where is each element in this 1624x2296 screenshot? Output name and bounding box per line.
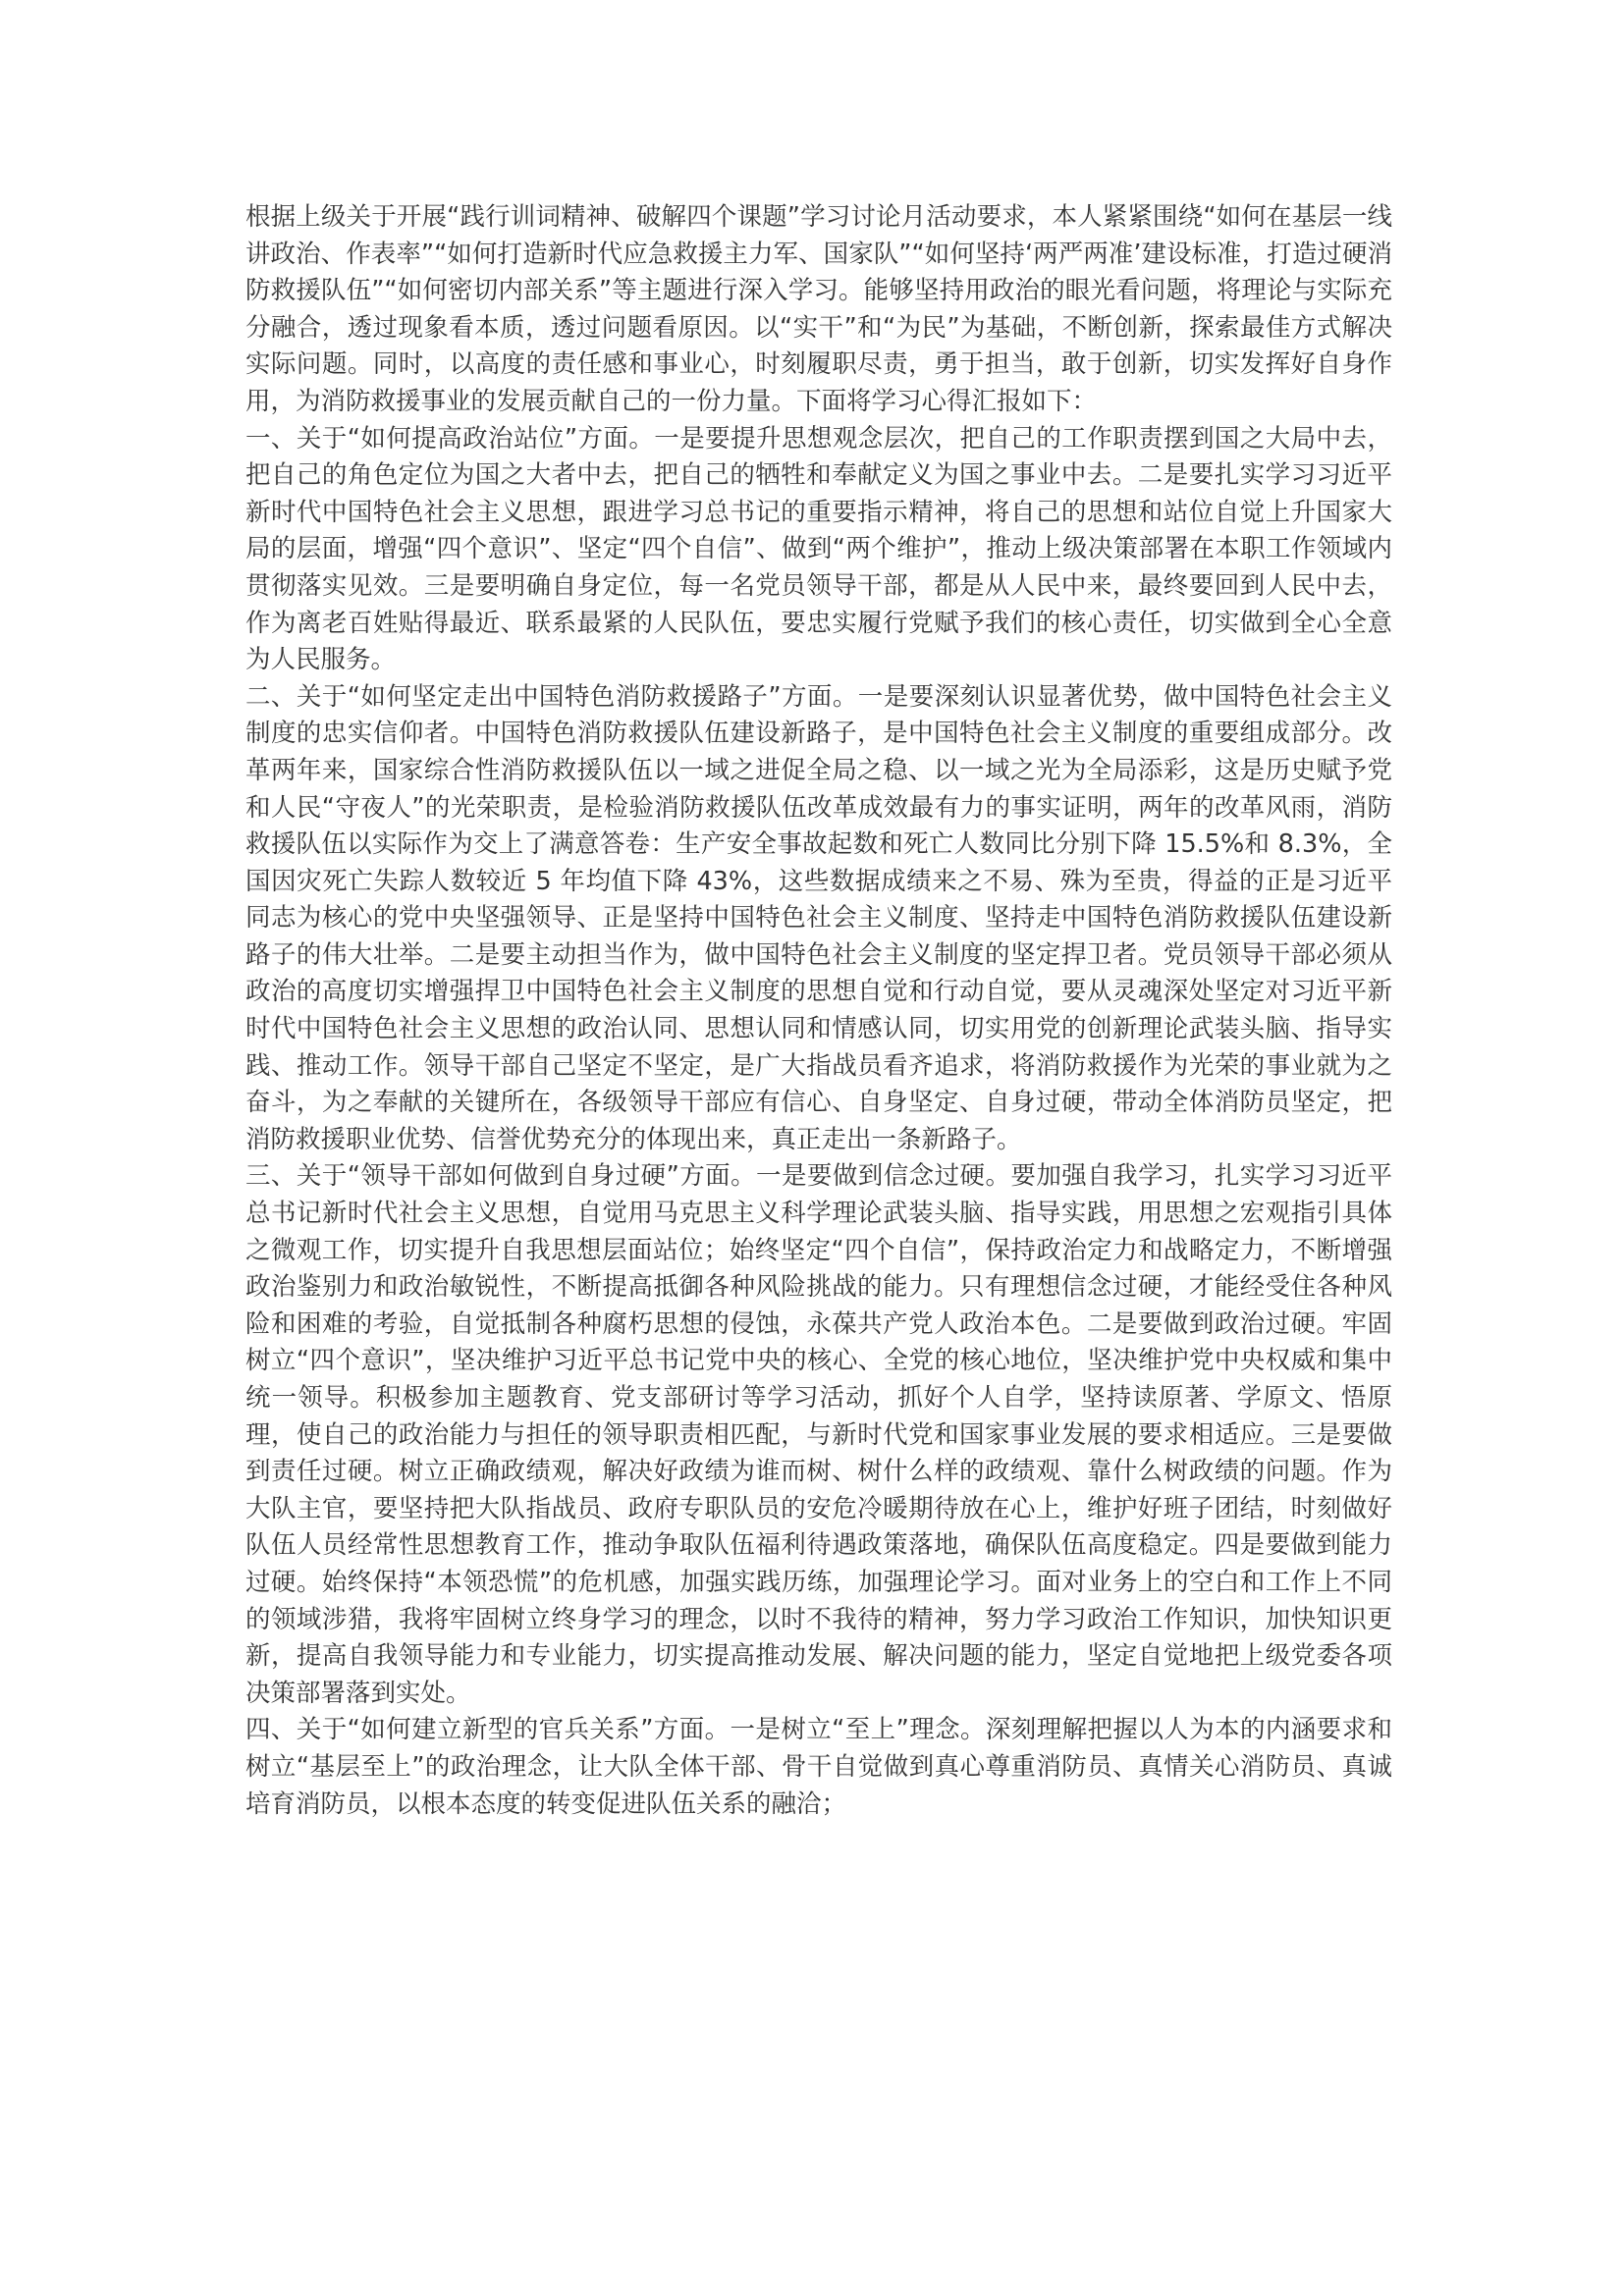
section-2-fire-rescue-path: 二、关于“如何坚定走出中国特色消防救援路子”方面。一是要深刻认识显著优势，做中国特色社会主义制度的忠实信仰者。中国特色消防救援队伍建设新路子，是中国特色社会主义制度的重要组成部分。改革两年来，国家综合性消防救援队伍以一域之进促全局之稳、以一域之光为全局添彩，这是历史赋予党和人民“守夜人”的光荣职责，是检验消防救援队伍改革成效最有力的事实证明，两年的改革风雨，消防救援队伍以实际作为交上了满意答卷：生产安全事故起数和死亡人数同比分别下降 15.5%和 8.3%，全国因灾死亡失踪人数较近 5 年均值下降 43%，这些数据成绩来之不易、殊为至贵，得益的正是习近平同志为核心的党中央坚强领导、正是坚持中国特色社会主义制度、坚持走中国特色消防救援队伍建设新路子的伟大壮举。二是要主动担当作为，做中国特色社会主义制度的坚定捍卫者。党员领导干部必须从政治的高度切实增强捍卫中国特色社会主义制度的思想自觉和行动自觉，要从灵魂深处坚定对习近平新时代中国特色社会主义思想的政治认同、思想认同和情感认同，切实用党的创新理论武装头脑、指导实践、推动工作。领导干部自己坚定不坚定，是广大指战员看齐追求，将消防救援作为光荣的事业就为之奋斗，为之奉献的关键所在，各级领导干部应有信心、自身坚定、自身过硬，带动全体消防员坚定，把消防救援职业优势、信誉优势充分的体现出来，真正走出一条新路子。 bbox=[245, 681, 1392, 1154]
section-3-leader-excellence: 三、关于“领导干部如何做到自身过硬”方面。一是要做到信念过硬。要加强自我学习，扎实学习习近平总书记新时代社会主义思想，自觉用马克思主义科学理论武装头脑、指导实践，用思想之宏观指引具体之微观工作，切实提升自我思想层面站位；始终坚定“四个自信”，保持政治定力和战略定力，不断增强政治鉴别力和政治敏锐性，不断提高抵御各种风险挑战的能力。只有理想信念过硬，才能经受住各种风险和困难的考验，自觉抵制各种腐朽思想的侵蚀，永葆共产党人政治本色。二是要做到政治过硬。牢固树立“四个意识”，坚决维护习近平总书记党中央的核心、全党的核心地位，坚决维护党中央权威和集中统一领导。积极参加主题教育、党支部研讨等学习活动，抓好个人自学，坚持读原著、学原文、悟原理，使自己的政治能力与担任的领导职责相匹配，与新时代党和国家事业发展的要求相适应。三是要做到责任过硬。树立正确政绩观，解决好政绩为谁而树、树什么样的政绩观、靠什么树政绩的问题。作为大队主官，要坚持把大队指战员、政府专职队员的安危冷暖期待放在心上，维护好班子团结，时刻做好队伍人员经常性思想教育工作，推动争取队伍福利待遇政策落地，确保队伍高度稳定。四是要做到能力过硬。始终保持“本领恐慌”的危机感，加强实践历练，加强理论学习。面对业务上的空白和工作上不同的领域涉猎，我将牢固树立终身学习的理念，以时不我待的精神，努力学习政治工作知识，加快知识更新，提高自我领导能力和专业能力，切实提高推动发展、解决问题的能力，坚定自觉地把上级党委各项决策部署落到实处。 bbox=[245, 1161, 1392, 1708]
section-1-political-stance: 一、关于“如何提高政治站位”方面。一是要提升思想观念层次，把自己的工作职责摆到国之大局中去，把自己的角色定位为国之大者中去，把自己的牺牲和奉献定义为国之事业中去。二是要扎实学习习近平新时代中国特色社会主义思想，跟进学习总书记的重要指示精神，将自己的思想和站位自觉上升国家大局的层面，增强“四个意识”、坚定“四个自信”、做到“两个维护”，推动上级决策部署在本职工作领域内贯彻落实见效。三是要明确自身定位，每一名党员领导干部，都是从人民中来，最终要回到人民中去，作为离老百姓贴得最近、联系最紧的人民队伍，要忠实履行党赋予我们的核心责任，切实做到全心全意为人民服务。 bbox=[245, 423, 1392, 675]
document-page bbox=[245, 199, 1392, 1823]
section-4-officer-soldier-relations: 四、关于“如何建立新型的官兵关系”方面。一是树立“至上”理念。深刻理解把握以人为本的内涵要求和树立“基层至上”的政治理念，让大队全体干部、骨干自觉做到真心尊重消防员、真情关心消防员、真诚培育消防员，以根本态度的转变促进队伍关系的融洽； bbox=[245, 1715, 1392, 1819]
intro-paragraph: 根据上级关于开展“践行训词精神、破解四个课题”学习讨论月活动要求，本人紧紧围绕“如何在基层一线讲政治、作表率”“如何打造新时代应急救援主力军、国家队”“如何坚持‘两严两准’建设标准，打造过硬消防救援队伍”“如何密切内部关系”等主题进行深入学习。能够坚持用政治的眼光看问题，将理论与实际充分融合，透过现象看本质，透过问题看原因。以“实干”和“为民”为基础，不断创新，探索最佳方式解决实际问题。同时，以高度的责任感和事业心，时刻履职尽责，勇于担当，敢于创新，切实发挥好自身作用，为消防救援事业的发展贡献自己的一份力量。下面将学习心得汇报如下： bbox=[245, 202, 1392, 416]
